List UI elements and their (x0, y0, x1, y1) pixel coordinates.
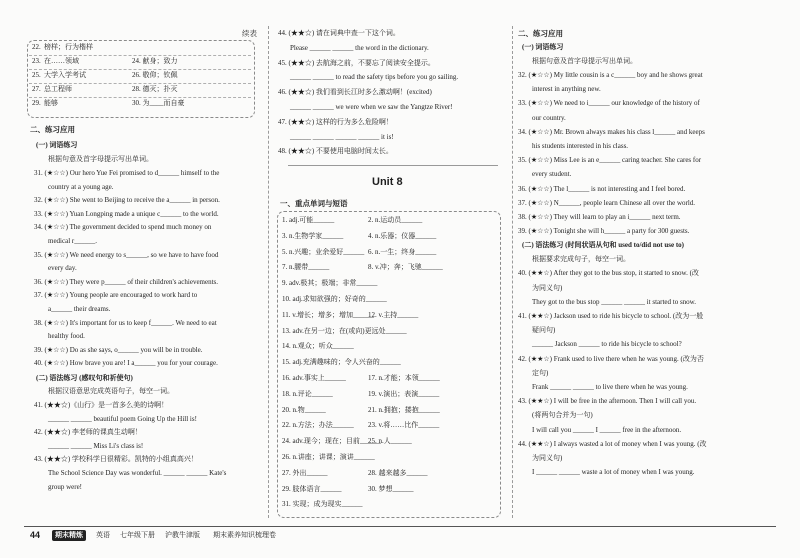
table-cell-term: 28. 德灭；扑灭 (132, 85, 178, 93)
exercise-line: (将两句合并为一句) (532, 411, 593, 420)
exercise-line: 35. (★☆☆) We need energy to s______, so we have to have food (34, 250, 219, 259)
exercise-line: healthy food. (48, 332, 85, 341)
exercise-line: a______ their dreams. (48, 305, 111, 313)
exercise-line: ______ ______ to read the safety tips before you go sailing. (290, 73, 459, 82)
exercise-line: 34. (★☆☆) Mr. Brown always makes his class l______ and keeps (518, 127, 705, 136)
table-cell-term: 在……领域 (44, 57, 79, 65)
exercise-line: 44. (★★☆) 请在词典中查一下这个词。 (278, 29, 400, 37)
exercise-line: 39. (★☆☆) Do as she says, o______ you will be in trouble. (34, 345, 203, 354)
sub-title-grammar-right: (二) 语法练习 (时间状语从句和 used to/did not use to) (522, 241, 684, 250)
exercise-line: 40. (★☆☆) How brave you are! I a______ you for your courage. (34, 359, 218, 368)
exercise-line: ______ ______ Miss Li's class is! (48, 441, 144, 450)
exercise-line: every student. (532, 170, 572, 179)
vocab-item: 18. n.评论______ (282, 389, 333, 398)
exercise-line: 疑问句) (532, 326, 556, 335)
footer-edition: 沪教牛津版 (165, 532, 200, 539)
exercise-line: 40. (★★☆) After they got to the bus stop, it started to snow. (改 (518, 269, 699, 278)
exercise-line: 48. (★★☆) 不要使用电脑时间太长。 (278, 147, 393, 156)
section-title-practice: 二、练习应用 (30, 125, 75, 134)
vocab-item: 3. n.生物学家______ (282, 231, 344, 240)
exercise-line: interest in anything new. (532, 85, 601, 94)
table-row-number: 27. (32, 85, 41, 93)
exercise-line: 39. (★☆☆) Tonight she will h______ a party for 300 guests. (518, 227, 690, 236)
exercise-line: The School Science Day was wonderful. ______ ______ Kate's (48, 469, 227, 477)
exercise-line: 为同义句) (532, 454, 563, 462)
vocab-item: 7. n.腰带______ (282, 263, 330, 272)
table-row-number: 23. (32, 57, 41, 65)
instruction-right: 根据句意及首字母提示写出单词。 (532, 57, 637, 65)
vocab-item: 10. adj.求知欲强的；好奇的______ (282, 295, 387, 303)
exercise-line: 33. (★☆☆) We need to i______ our knowledge of the history of (518, 99, 700, 108)
vocab-item: 20. n.物______ (282, 405, 326, 414)
column-divider (512, 26, 513, 518)
section-title-practice-right: 二、练习应用 (518, 29, 563, 38)
exercise-line: country at a young age. (48, 182, 114, 191)
exercise-line: his students interested in his class. (532, 142, 629, 150)
table-row-number: 22. (32, 43, 41, 51)
table-row-divider (29, 69, 251, 70)
table-cell-term: 总工程师 (44, 85, 72, 93)
exercise-line: I will call you ______ I ______ free in the afternoon. (532, 425, 682, 434)
exercise-line: 42. (★★☆) 李老师的课真生动啊！ (34, 428, 142, 437)
sub-title-vocab: (一) 词语练习 (36, 141, 78, 149)
section-vocab: 一、重点单词与短语 (280, 199, 348, 208)
exercise-line: ______ ______ we were when we saw the Yangtze River! (290, 103, 453, 111)
table-cell-term: 大学入学考试 (44, 71, 86, 79)
table-row-number: 25. (32, 71, 41, 79)
table-cell-term: 26. 敬仰；钦佩 (132, 71, 178, 79)
exercise-line: 43. (★★☆) 学校科学日很精彩。凯特的小组真高兴！ (34, 455, 198, 464)
table-row-divider (29, 55, 251, 56)
vocab-item: 16. adv.事实上______ (282, 374, 346, 382)
vocab-item: 4. n.乐器；仪器______ (368, 231, 437, 240)
vocab-item: 6. n.一生；终身______ (368, 247, 437, 256)
exercise-line: I ______ ______ waste a lot of money when I was young. (532, 468, 695, 477)
exercise-line: 为同义句) (532, 283, 563, 292)
footer-series: 期末素养知识梳理卷 (213, 532, 276, 539)
vocab-item: 25. n.人______ (368, 437, 412, 446)
instruction: 根据句意及首字母提示写出单词。 (48, 155, 153, 163)
exercise-line: 43. (★★☆) I will be free in the afternoon. Then I will call you. (518, 397, 697, 406)
exercise-line: 46. (★★☆) 我们看到长江时多么激动啊！(excited) (278, 88, 432, 97)
vocab-item: 9. adv.极其；极端；非常______ (282, 279, 378, 288)
vocab-item: 24. adv.现今；现在；目前______ (282, 437, 381, 446)
exercise-line: 36. (★☆☆) The l______ is not interesting and I feel bored. (518, 184, 686, 193)
footer-grade: 七年级下册 (120, 532, 155, 539)
vocab-item: 1. adj.可能______ (282, 216, 335, 224)
exercise-line: our country. (532, 113, 566, 122)
vocab-item: 21. n.拥抱；搂抱______ (368, 405, 440, 414)
vocab-item: 19. v.演出；表演______ (368, 389, 440, 398)
exercise-line: group were! (48, 482, 83, 491)
vocab-item: 11. v.增长；增多；增加______ (282, 310, 375, 319)
exercise-line: 37. (★☆☆) N______, people learn Chinese all over the world. (518, 198, 696, 207)
page-number: 44 (30, 530, 41, 540)
exercise-line: 33. (★☆☆) Yuan Longping made a unique c______ to the world. (34, 209, 219, 218)
brand-logo: 期末精炼 (52, 530, 86, 541)
vocab-item: 13. adv.在另一边；在(或向)更远处______ (282, 326, 407, 335)
exercise-line: 44. (★★☆) I always wasted a lot of money when I was young. (改 (518, 439, 707, 448)
exercise-line: 32. (★☆☆) She went to Beijing to receive the a______ in person. (34, 196, 220, 205)
vocab-item: 29. 肢体语言______ (282, 484, 342, 493)
vocab-item: 26. n.讲座；讲课；演讲______ (282, 453, 375, 461)
vocab-item: 8. v.冲；奔；飞驰______ (368, 263, 443, 272)
table-cell-term: 能够 (44, 99, 58, 107)
footer-rule (24, 526, 776, 527)
exercise-line: ______ Jackson ______ to ride his bicycle to school? (532, 340, 682, 349)
exercise-line: 34. (★☆☆) The government decided to spend much money on (34, 223, 212, 232)
table-row-divider (29, 97, 251, 98)
exercise-line: They got to the bus stop ______ ______ it started to snow. (532, 297, 697, 306)
exercise-line: 37. (★☆☆) Young people are encouraged to work hard to (34, 291, 198, 300)
instruction: 根据汉语意思完成英语句子，每空一词。 (48, 387, 174, 395)
exercise-line: 47. (★★☆) 这样的行为多么危险啊！ (278, 117, 393, 126)
exercise-line: 36. (★☆☆) They were p______ of their children's achievements. (34, 277, 219, 286)
divider-line (288, 165, 498, 166)
exercise-line: 31. (★☆☆) Our hero Yue Fei promised to d______ himself to the (34, 169, 220, 177)
vocab-item: 17. n.才能；本领______ (368, 374, 440, 382)
vocab-item: 22. n.方法；办法______ (282, 421, 354, 430)
exercise-line: 45. (★★☆) 去航海之前，不要忘了阅读安全提示。 (278, 58, 435, 67)
vocab-item: 2. n.运动员______ (368, 216, 423, 224)
table-cell-term: 30. 为____而自豪 (132, 99, 185, 107)
vocab-item: 28. 越来越多______ (368, 468, 428, 477)
vocab-item: 14. n.观众；听众______ (282, 342, 354, 351)
table-row-number: 29. (32, 99, 41, 107)
exercise-line: 41. (★★☆) Jackson used to ride his bicycle to school. (改为一般 (518, 312, 704, 320)
exercise-line: 35. (★☆☆) Miss Lee is an e______ caring teacher. She cares for (518, 156, 702, 165)
exercise-line: 38. (★☆☆) It's important for us to keep f______. We need to eat (34, 318, 217, 327)
exercise-line: ______ ______ beautiful poem Going Up the Hill is! (48, 414, 197, 423)
vocab-item: 12. v.主持______ (368, 310, 419, 319)
exercise-line: 41. (★★☆)《山行》是一首多么美的诗啊！ (34, 401, 169, 409)
exercise-line: 38. (★☆☆) They will learn to play an i______ next term. (518, 213, 681, 221)
sub-title-vocab-right: (一) 词语练习 (522, 43, 564, 51)
vocab-item: 27. 外出______ (282, 468, 328, 477)
exercise-line: 定句) (532, 368, 549, 377)
vocab-item: 23. v.将……比作______ (368, 421, 440, 430)
sub-title-grammar: (二) 语法练习 (感叹句和祈使句) (36, 374, 133, 382)
exercise-line: medical r______. (48, 237, 97, 245)
exercise-line: Frank ______ ______ to live there when he was young. (532, 383, 688, 391)
continued-label: 续表 (242, 29, 257, 38)
instruction-right: 根据要求完成句子，每空一词。 (532, 255, 630, 264)
exercise-line: Please ______ ______ the word in the dictionary. (290, 43, 429, 52)
unit-title: Unit 8 (372, 176, 403, 188)
column-divider (268, 26, 269, 518)
vocab-item: 15. adj.充满趣味的；令人兴奋的______ (282, 358, 401, 367)
vocab-item: 30. 梦想______ (368, 484, 414, 493)
table-cell-term: 榜样；行为楷样 (44, 43, 93, 51)
table-row-divider (29, 83, 251, 84)
exercise-line: ______ ______ ______ ______ it is! (290, 132, 394, 141)
vocab-item: 31. 实现；成为现实______ (282, 500, 363, 509)
exercise-line: 32. (★☆☆) My little cousin is a c______ boy and he shows great (518, 71, 703, 79)
table-cell-term: 24. 献身；致力 (132, 57, 178, 65)
footer (0, 526, 800, 548)
exercise-line: 42. (★★☆) Frank used to live there when he was young. (改为否 (518, 354, 704, 363)
exercise-line: every day. (48, 264, 77, 273)
footer-subject: 英语 (96, 532, 110, 539)
vocab-item: 5. n.兴趣；业余爱好______ (282, 247, 365, 256)
